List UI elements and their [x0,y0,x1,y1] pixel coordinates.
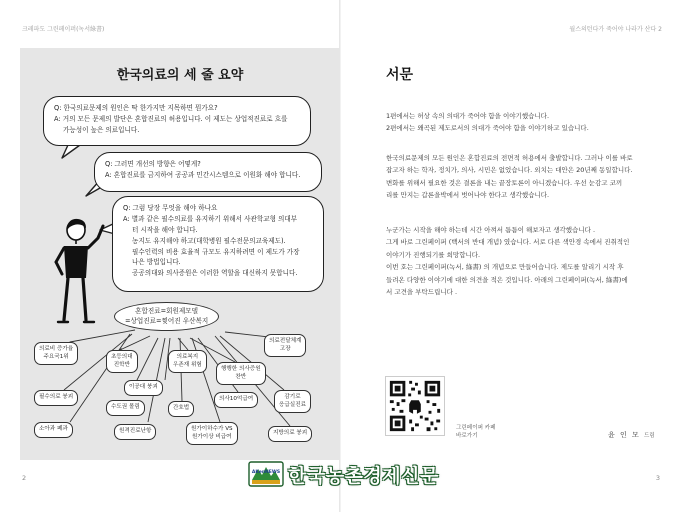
mind-map-node-label: 수도권 몰림 [111,404,140,410]
center-node [114,302,219,331]
news-logo-text: AKenNEWS [251,470,281,475]
news-logo-icon [248,461,284,487]
preface-paragraph-2 [386,152,656,202]
mind-map-node-label: 행행한 의사증원 [221,366,261,372]
summary-title: 한국의료의 세 줄 요약 [116,68,244,83]
preface-line: 변화를 위해서 필요한 것은 결론을 내는 끝장토론이 아니겠습니다. 우선 눈감고 코끼 [386,178,623,187]
qa-bubble-2 [94,152,322,192]
answer-1: A: 거의 모든 문제의 발단은 혼합진료의 허용입니다. 이 제도는 상업적진료로 흐를 [54,114,288,123]
mind-map-node [168,350,207,373]
summary-panel [20,48,340,460]
preface-title: 서문 [386,67,414,83]
mind-map-node-label: 원가이하수가 VS [191,426,233,432]
mind-map-node-label: 원격진료난항 [119,428,152,434]
mind-map-node [214,392,258,408]
preface-line: 잡고자 하는 학자, 정치가, 의사, 시민은 없었습니다. 외치는 대안은 20년째 동일합니다. [386,166,633,175]
running-header-right: 월스의턴다가 죽어야 나라가 산다 2 [569,26,662,33]
page-number-left: 2 [22,474,27,482]
center-node-line-2: =상업진료=찢어진 우산복지 [125,316,209,325]
qa-bubble-3 [112,196,324,292]
mind-map-node-label: 응급실진료 [279,401,307,408]
news-watermark [248,461,439,487]
answer-2: A: 혼합진료를 금지하여 공공과 민간시스템으로 이원화 해야 합니다. [105,170,301,179]
qr-code[interactable] [385,376,445,436]
mind-map-node [34,390,78,406]
answer-3-line: 나은 방법입니다. [132,258,181,267]
preface-line: 들려온 다양한 이야기에 대한 의견을 적은 것입니다. 아래의 그린페이퍼(녹서, 綠書)에 [386,275,628,284]
preface-line: 그게 바로 그린페이퍼 (백서의 반대 개념) 였습니다. 서로 다른 색안경 속에서 진취적인 [386,238,630,247]
mind-map-node-label: 고장 [279,345,291,352]
page-number-right: 3 [655,474,660,482]
mind-map-node-label: 찬반 [235,373,247,380]
preface-line: 누군가는 시작을 해야 하는데 시간 아껴서 틈틈이 해보자고 생각했습니다 . [386,226,596,234]
mind-map-node-label: 의료비 증가율 [39,346,74,352]
mind-map-node [168,401,194,417]
mind-map-node [124,380,163,396]
watermark-text: 한국농촌경제신문 [288,464,439,487]
mind-map-node-label: 의사10억급여 [219,396,254,402]
mind-map [20,294,340,464]
preface-line: 서 고견을 부탁드립니다 . [386,288,458,297]
answer-3-line: 필수인력의 비용 효율적 규모도 유지하려면 이 제도가 가장 [132,247,300,256]
mind-map-node-label: 의료복지 [176,354,199,360]
mind-map-node [34,422,73,438]
mind-map-node-label: 의료전달체계 [269,338,302,344]
mind-map-node-label: 이공대 붕괴 [129,384,158,390]
preface-line: 1편에서는 허상 속의 의대가 죽어야 함을 이야기했습니다. [386,112,550,120]
qr-caption [456,424,496,441]
mind-map-node-label: 진학반 [113,361,130,368]
qr-caption-line-1: 그린페이퍼 카페 [456,425,496,431]
mind-map-node-label: 간호법 [173,405,190,411]
mind-map-node [264,334,306,357]
mind-map-node [106,350,138,373]
preface-line: 이야기가 진행되기를 희망합니다. [386,250,481,259]
running-header-left: 크레파도 그린페이퍼(녹서綠書) [22,26,105,33]
mind-map-node-label: 우존재 위험 [173,361,202,368]
answer-3-line: 터 시작을 해야 합니다. [132,225,198,234]
preface-paragraph-3 [386,224,656,299]
author-suffix: 드림 [643,433,655,439]
mind-map-node-label: 원가이상 비급여 [191,433,232,440]
preface-line: 리를 만지는 갑론을박에서 벗어나야 한다고 생각했습니다. [386,191,550,200]
preface-paragraph-1 [386,110,656,135]
mind-map-node [274,390,311,413]
answer-1-line-2: 가능성이 높은 의료입니다. [63,125,140,134]
answer-3-line: 공공의대와 의사증원은 이러한 역할을 대신하지 못합니다. [132,269,298,278]
mind-map-node-label: 감기로 [284,394,301,400]
center-node-line-1: 혼합진료=회원제모델 [135,307,199,315]
preface-line: 2편에서는 왜곡된 제도로서의 의대가 죽어야 함을 이야기하고 있습니다. [386,124,589,133]
mind-map-node-label: 지방의료 붕괴 [273,430,308,436]
author-name: 윤 인 모 [608,431,641,439]
question-1: Q: 한국의료문제의 원인은 딱 한가지만 지목하면 뭔가요? [54,104,218,112]
mind-map-node [216,362,266,385]
question-3: Q: 그럼 당장 무엇을 해야 하나요 [123,204,218,212]
mind-map-node-label: 필수의료 붕괴 [39,394,74,400]
mind-map-node [106,400,145,416]
preface-line: 한국의료문제의 모든 원인은 혼합진료의 전면적 허용에서 출발합니다. 그러나 이를 바로 [386,154,633,162]
qa-bubble-1 [43,96,311,146]
answer-3-line: 농지도 유지해야 하고(대학병원 필수전문의교육제도). [132,236,286,245]
question-2: Q: 그러면 개선의 방향은 어떻게? [105,160,201,168]
answer-3: A: 별과 같은 필수의료를 유지하기 위해서 사관학교형 의대부 [123,214,298,223]
mind-map-node [114,424,156,440]
mind-map-node-label: 주요국1위 [43,353,69,360]
qr-caption-line-2: 바로가기 [456,433,478,440]
author-signature [608,430,655,440]
mind-map-node-label: 소아과 폐과 [39,426,68,432]
mind-map-node [268,426,312,442]
mind-map-node [34,342,78,365]
mind-map-node-label: 초등의대 [111,354,133,360]
preface-line: 이번 호는 그린페이퍼(녹서, 綠書) 의 개념으로 만들어습니다. 제도를 알리기 시작 후 [386,263,624,272]
mind-map-node [186,422,238,445]
